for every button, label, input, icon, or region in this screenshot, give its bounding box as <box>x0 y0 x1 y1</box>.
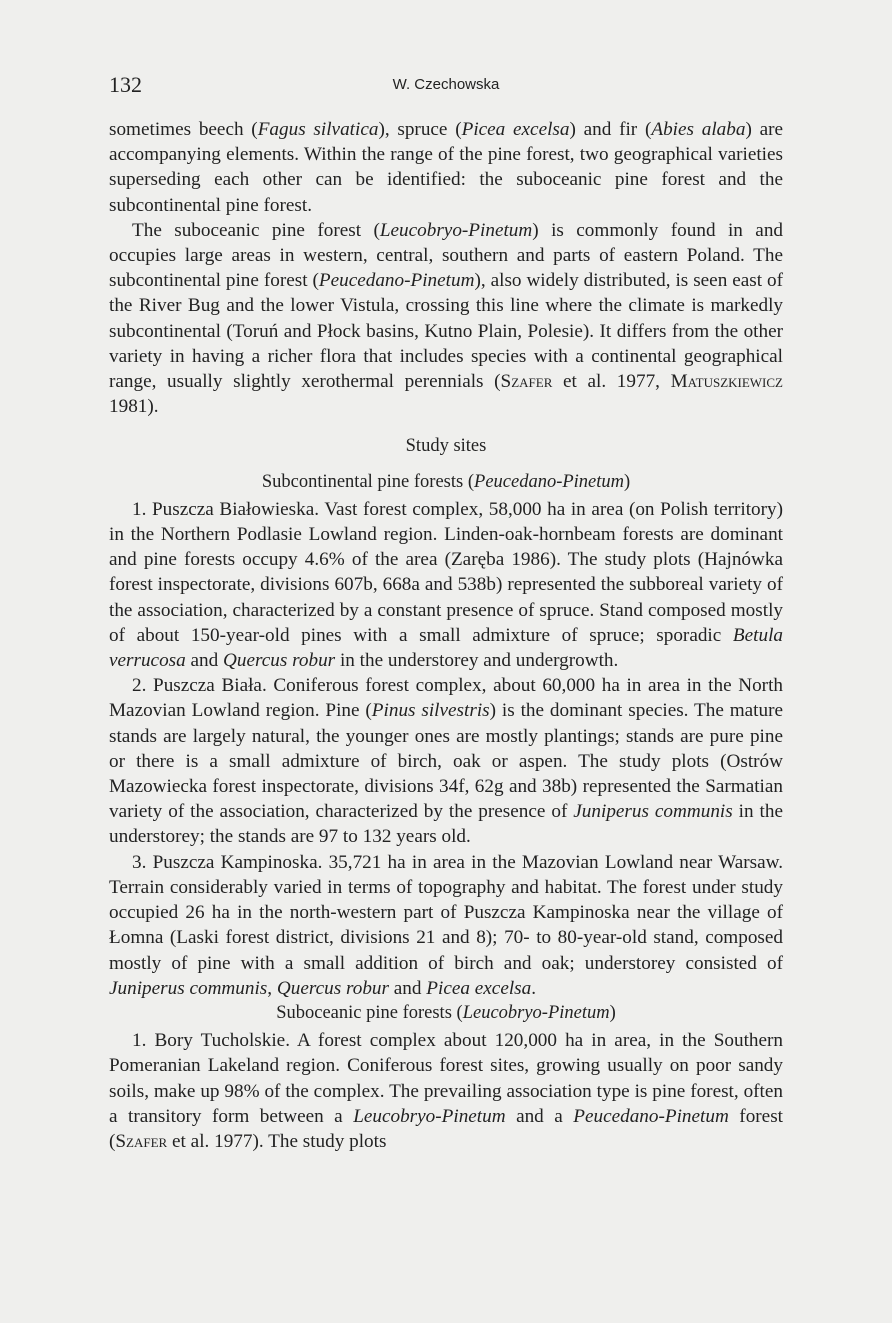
text-run: . <box>531 977 537 999</box>
text-run: Suboceanic pine forests ( <box>276 1002 463 1023</box>
text-run: and <box>388 977 427 999</box>
subheading-suboceanic <box>109 1001 783 1026</box>
text-run: and a <box>505 1105 574 1127</box>
species-name: Abies alaba <box>651 119 746 140</box>
association-name: Peucedano-Pinetum <box>318 270 475 292</box>
text-run: ), also widely distributed, is seen east of the River Bug and the lower Vistula, crossing this line where the climate is markedly subcontinental (Toruń and Płock basins, Kutno Plain, Polesie). It differs from the other variety in having a richer flora that includes species with a continental geographical range, usually slightly xerothermal perennials ( <box>109 270 784 393</box>
species-name: Picea excelsa <box>426 977 532 999</box>
text-run: sometimes beech ( <box>109 119 258 140</box>
text-run: et al. 1977, <box>552 371 671 393</box>
species-name: Juniperus communis <box>573 801 733 823</box>
paragraph-site-tucholskie <box>109 1028 783 1154</box>
species-name: Juniperus communis <box>109 977 268 999</box>
text-run: ) is commonly found in and occupies large areas in western, central, southern and parts of eastern Poland. The subcontinental pine forest ( <box>109 219 784 292</box>
association-name: Leucobryo-Pinetum <box>353 1105 506 1127</box>
text-run: et al. 1977). The study plots <box>167 1130 387 1152</box>
text-run: ) is the dominant species. The mature stands are largely natural, the younger ones are mostly plantings; stands are pure pine or there is a small admixture of birch, oak or aspen. The study plots (Ostrów Mazowiecka forest inspectorate, divisions 34f, 62g and 38b) represented the Sarmatian variety of the association, characterized by the presence of <box>109 700 784 823</box>
species-name: Picea excelsa <box>461 119 570 140</box>
association-name: Leucobryo-Pinetum <box>462 1002 610 1023</box>
text-run: ) <box>609 1002 616 1023</box>
page-number: 132 <box>109 72 142 97</box>
association-name: Peucedano-Pinetum <box>474 471 625 492</box>
text-run: forest ( <box>109 1105 783 1152</box>
body-text <box>109 117 783 1154</box>
paragraph-pine-varieties <box>109 218 783 420</box>
subheading-subcontinental <box>109 470 783 495</box>
text-run: ) are accompanying elements. Within the range of the pine forest, two geographical varieties superseding each other can be identified: the suboceanic pine forest and the subcontinental pine forest. <box>109 119 784 216</box>
text-run: 3. Puszcza Kampinoska. 35,721 ha in area in the Mazovian Lowland near Warsaw. Terrain considerably varied in terms of topography and habitat. The forest under study occupied 26 ha in the north-western part of Puszcza Kampinoska near the village of Łomna (Laski forest district, divisions 21 and 8); 70- to 80-year-old stand, composed mostly of pine with a small addition of birch and oak; understorey consisted of <box>109 851 783 974</box>
citation-author: Szafer <box>115 1130 168 1152</box>
citation-author: Matuszkiewicz <box>670 371 784 393</box>
species-name: Fagus silvatica <box>257 119 379 140</box>
text-run: 1. Bory Tucholskie. A forest complex about 120,000 ha in area, in the Southern Pomeranian Lakeland region. Coniferous forest sites, growing usually on poor sandy soils, make up 98% of the complex. The prevailing association type is pine forest, often a transitory form between a <box>109 1030 783 1127</box>
text-run: The suboceanic pine forest ( <box>132 219 380 241</box>
species-name: Pinus silvestris <box>371 700 490 722</box>
text-run: , <box>267 977 277 999</box>
text-run: 1981). <box>109 396 159 418</box>
text-run: Subcontinental pine forests ( <box>261 471 475 492</box>
text-run: ) and fir ( <box>569 119 652 140</box>
paragraph-site-biala <box>109 673 783 849</box>
association-name: Leucobryo-Pinetum <box>379 219 533 241</box>
running-head: W. Czechowska <box>392 76 500 93</box>
text-run: 2. Puszcza Biała. Coniferous forest complex, about 60,000 ha in area in the North Mazovian Lowland region. Pine ( <box>109 675 783 722</box>
paragraph-intro <box>109 117 783 218</box>
paragraph-site-kampinoska <box>109 850 783 1001</box>
citation-author: Szafer <box>500 371 553 393</box>
paragraph-site-bialowieska <box>109 497 783 673</box>
species-name: Quercus robur <box>276 977 389 999</box>
text-run: in the understorey and undergrowth. <box>335 650 619 672</box>
text-run: in the understorey; the stands are 97 to 132 years old. <box>109 801 783 848</box>
association-name: Peucedano-Pinetum <box>573 1105 729 1127</box>
species-name: Quercus robur <box>223 650 336 672</box>
text-run: ), spruce ( <box>378 119 462 140</box>
text-run: 1. Puszcza Białowieska. Vast forest complex, 58,000 ha in area (on Polish territory) in the Northern Podlasie Lowland region. Linden-oak-hornbeam forests are dominant and pine forests occupy 4.6% of the area (Zaręba 1986). The study plots (Hajnówka forest inspectorate, divisions 607b, 668a and 538b) represented the subboreal variety of the association, characterized by a constant presence of spruce. Stand composed mostly of about 150-year-old pines with a small admixture of spruce; sporadic <box>109 498 783 646</box>
species-name: Betula verrucosa <box>109 624 783 672</box>
page-header <box>0 72 892 102</box>
text-run: and <box>185 650 224 672</box>
text-run: ) <box>624 471 631 492</box>
section-heading-study-sites: Study sites <box>405 436 487 457</box>
